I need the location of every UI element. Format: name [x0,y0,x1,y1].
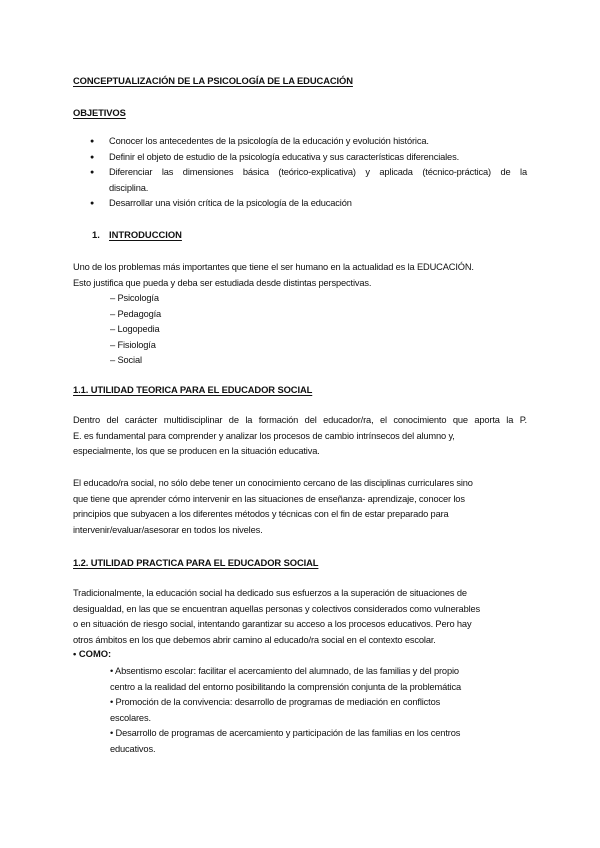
objective-item: ● Diferenciar las dimensiones básica (teórico-explicativa) y aplicada (técnico-práctica) de la disciplina. [90,167,527,193]
como-label: • COMO: [73,648,112,659]
bullet-icon: ● [90,138,95,145]
objective-item: ● Conocer los antecedentes de la psicología de la educación y evolución histórica. [73,134,527,150]
list-item: – Pedagogía [110,308,162,319]
objectives-heading: OBJETIVOS [73,107,126,118]
section-1-1-paragraph-1: Dentro del carácter multidisciplinar de la formación del educador/ra, el conocimiento que aporta la P. E. es fundamental para comprender y analizar los procesos de cambio intrínsecos del alumno y, especialmente, los que se producen en la situación educativa. [73,415,527,457]
list-item: – Fisiología [110,339,156,350]
objective-item: ● Definir el objeto de estudio de la psicología educativa y sus características diferenciales. [73,150,527,166]
list-item: • Absentismo escolar: facilitar el acercamiento del alumnado, de las familias y del propio centro a la realidad del entorno posibilitando la comprensión conjunta de la problemática [110,666,462,692]
section-1-2-heading: 1.2. UTILIDAD PRACTICA PARA EL EDUCADOR SOCIAL [73,557,319,568]
objective-item: ● Desarrollar una visión crítica de la psicología de la educación [73,196,527,212]
list-item: – Logopedia [110,324,160,335]
como-list [110,664,528,758]
list-item: • Promoción de la convivencia: desarrollo de programas de mediación en conflictos escolares. [110,697,441,723]
list-item: • Desarrollo de programas de acercamiento y participación de las familias en los centros educativos. [110,728,461,754]
list-item: – Psicología [110,293,159,303]
bullet-icon: ● [90,153,95,161]
introduction-paragraph: Uno de los problemas más importantes que tiene el ser humano en la actualidad es la EDUCACIÓN. Esto justifica que pueda y deba ser estudiada desde distintas perspectivas. [73,262,474,288]
section-1-1-heading: 1.1. UTILIDAD TEORICA PARA EL EDUCADOR SOCIAL [73,384,313,395]
bullet-icon: ● [90,169,95,177]
list-item: – Social [110,355,142,366]
introduction-heading: 1. INTRODUCCION [92,229,182,240]
section-1-1-paragraph-2: El educado/ra social, no sólo debe tener un conocimiento cercano de las disciplinas curriculares sino que tiene que aprender cómo intervenir en las situaciones de enseñanza- aprendizaje, conocer los principios que subyacen a los diferentes métodos y técnicas con el fin de estar preparado para intervenir/evaluar/asesorar en todos los niveles. [73,478,473,535]
objectives-list [73,134,527,212]
document-title: CONCEPTUALIZACIÓN DE LA PSICOLOGÍA DE LA EDUCACIÓN [73,75,353,86]
section-1-2-paragraph: Tradicionalmente, la educación social ha dedicado sus esfuerzos a la superación de situaciones de desigualdad, en las que se encuentran aquellas personas y colectivos considerados como vulnerables o en situación de riesgo social, intentando garantizar su acceso a los procesos educativos. Pero hay otros ámbitos en los que debemos abrir camino al educado/ra social en el contexto escolar. [73,588,481,645]
perspectives-list [110,291,161,369]
bullet-icon: ● [90,200,95,208]
